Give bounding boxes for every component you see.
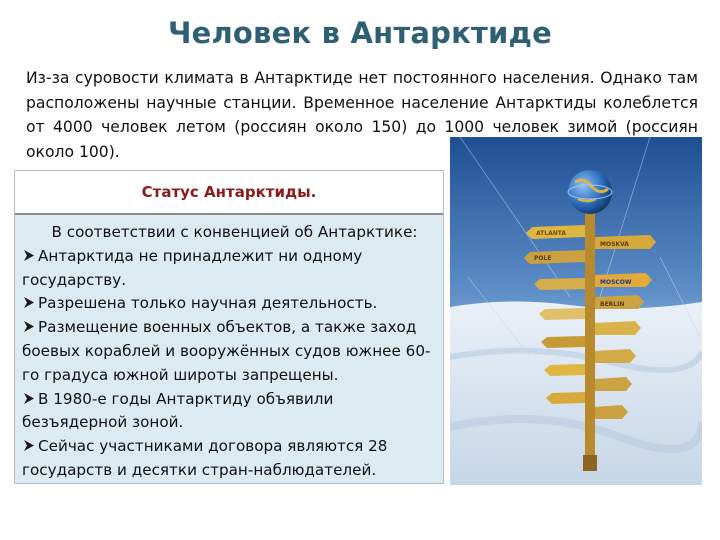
arrowhead-bullet-icon bbox=[22, 392, 35, 405]
bullet-text: В 1980-е годы Антарктиду объявили безъядерной зоной. bbox=[22, 389, 334, 432]
sign-text: MOSCOW bbox=[600, 279, 632, 286]
sign-text: BERLIN bbox=[600, 301, 625, 308]
arrowhead-bullet-icon bbox=[22, 249, 35, 262]
slide-title: Человек в Антарктиде bbox=[167, 16, 553, 50]
sign-text: ATLANTA bbox=[536, 230, 567, 237]
bullet-item bbox=[22, 316, 437, 387]
bullet-item bbox=[22, 292, 437, 316]
signpost-photo bbox=[450, 137, 702, 485]
arrowhead-bullet-icon bbox=[22, 320, 35, 333]
status-table-header: Статус Антарктиды. bbox=[15, 171, 443, 215]
status-table bbox=[14, 170, 444, 484]
bullet-item bbox=[22, 388, 437, 436]
sign-text: MOSKVA bbox=[600, 241, 629, 248]
bullet-text: Размещение военных объектов, а также заход боевых кораблей и вооружённых судов южнее 60-го градуса южной широты запрещены. bbox=[22, 318, 431, 384]
status-lead-text: В соответствии с конвенцией об Антарктике: bbox=[51, 223, 418, 241]
bullet-text: Разрешена только научная деятельность. bbox=[38, 294, 378, 313]
bullet-text: Сейчас участниками договора являются 28 государств и десятки стран-наблюдателей. bbox=[22, 437, 388, 479]
arrowhead-bullet-icon bbox=[22, 296, 35, 309]
signpost-with-globe-illustration bbox=[450, 137, 702, 485]
status-table-body bbox=[15, 215, 443, 483]
bullet-item bbox=[22, 245, 437, 293]
arrowhead-bullet-icon bbox=[22, 439, 35, 452]
bullet-item bbox=[22, 435, 437, 483]
sign-text: POLE bbox=[534, 255, 552, 262]
bullet-text: Антарктида не принадлежит ни одному государству. bbox=[22, 246, 363, 289]
intro-paragraph: Из-за суровости климата в Антарктиде нет постоянного населения. Однако там расположены научные станции. Временное население Антарктиды колеблется от 4000 человек летом (россиян около 150) до 1000 человек зимой (россиян около 100). bbox=[26, 69, 698, 161]
